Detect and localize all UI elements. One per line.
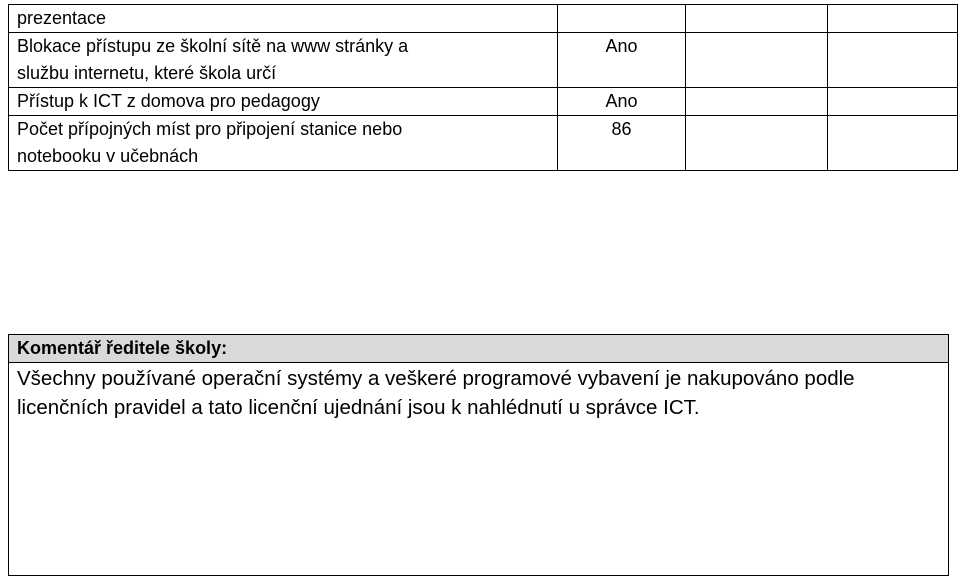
- table-row: [9, 88, 958, 116]
- table-row: [9, 5, 958, 33]
- ict-table: [8, 4, 958, 171]
- table-row: [9, 116, 958, 171]
- row-label: Blokace přístupu ze školní sítě na www stránky a službu internetu, které škola určí: [9, 33, 558, 88]
- row-value-text: Ano: [605, 36, 638, 56]
- comment-header: Komentář ředitele školy:: [9, 335, 948, 363]
- row-value: Ano: [558, 88, 686, 116]
- row-label: Počet přípojných míst pro připojení stanice nebo notebooku v učebnách: [9, 116, 558, 171]
- row-label: Přístup k ICT z domova pro pedagogy: [9, 88, 558, 116]
- empty-cell: [828, 116, 958, 171]
- row-value-text: 86: [611, 119, 632, 139]
- empty-cell: [686, 33, 828, 88]
- comment-text: Všechny používané operační systémy a veškeré programové vybavení je nakupováno podle licenčních pravidel a tato licenční ujednání jsou k nahlédnutí u správce ICT.: [17, 367, 855, 419]
- row-value: [558, 116, 686, 171]
- empty-cell: [686, 5, 828, 33]
- empty-cell: [828, 88, 958, 116]
- row-label: prezentace: [9, 5, 558, 33]
- empty-cell: [686, 88, 828, 116]
- principal-comment-box: [8, 334, 949, 576]
- empty-cell: [828, 5, 958, 33]
- row-value: [558, 5, 686, 33]
- row-value: [558, 33, 686, 88]
- empty-cell: [686, 116, 828, 171]
- empty-cell: [828, 33, 958, 88]
- table-row: [9, 33, 958, 88]
